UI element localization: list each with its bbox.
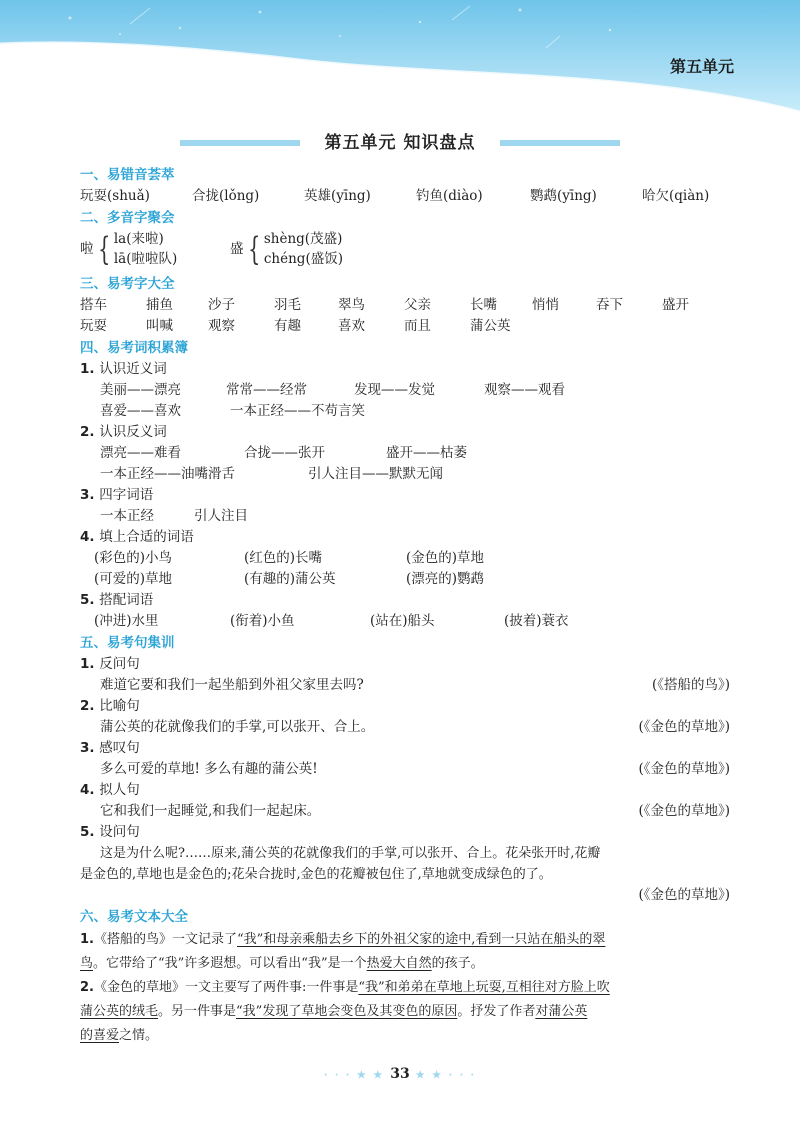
collocation-row: (冲进)水里 (衔着)小鱼 (站在)船头 (披着)蓑衣 (94, 613, 569, 629)
antonym-row-2: 一本正经——油嘴滑舌 引人注目——默默无闻 (100, 466, 443, 482)
word-item: 捕鱼 (146, 297, 173, 313)
word-item: 蒲公英 (470, 318, 511, 334)
synonym-row-2: 喜爱——喜欢 一本正经——不苟言笑 (100, 403, 365, 419)
sentence-row: 它和我们一起睡觉,和我们一起起床。 (《金色的草地》) (80, 801, 730, 822)
word-item: 而且 (404, 318, 431, 334)
sentence-heading: 4. 拟人句 (80, 782, 140, 798)
pinyin-item: 合拢(lǒng) (192, 188, 260, 204)
word-item: 观察 (208, 318, 235, 334)
sentence-row: 多么可爱的草地! 多么有趣的蒲公英! (《金色的草地》) (80, 759, 730, 780)
word-item: 盛开 (662, 297, 689, 313)
word-item: 羽毛 (274, 297, 301, 313)
title-bar-right (500, 140, 620, 146)
sentence-row: 是金色的,草地也是金色的;花朵合拢时,金色的花瓣被包住了,草地就变成绿色的了。 (80, 867, 552, 882)
star-decoration-icon: ★ ★ · · · (415, 1070, 477, 1081)
text-summary-2: 2.《金色的草地》一文主要写了两件事:一件事是“我”和弟弟在草地上玩耍,互相往对方脸上吹 蒲公英的绒毛。另一件事是“我”发现了草地会变色及其变色的原因。抒发了作者对蒲公英 的喜爱之情。 (80, 980, 610, 1043)
text-summary-1: 1.《搭船的鸟》一文记录了“我”和母亲乘船去乡下的外祖父家的途中,看到一只站在船头的翠 鸟。它带给了“我”许多遐想。可以看出“我”是一个热爱大自然的孩子。 (80, 932, 606, 971)
word-item: 有趣 (274, 318, 301, 334)
polyphone-sheng: 盛 { shèng(茂盛) chéng(盛饭) (230, 230, 343, 268)
word-row-2 (80, 316, 730, 337)
section-title-2: 二、多音字聚会 (80, 210, 175, 226)
sentence-row: 蒲公英的花就像我们的手掌,可以张开、合上。 (《金色的草地》) (80, 717, 730, 738)
page-title-wrap (180, 128, 620, 156)
fill-word-row-1: (彩色的)小鸟 (红色的)长嘴 (金色的)草地 (94, 550, 485, 566)
sentence-heading: 3. 感叹句 (80, 740, 140, 756)
subsection-heading: 4. 填上合适的词语 (80, 529, 194, 545)
source-citation: (《金色的草地》) (638, 719, 730, 735)
source-citation: (《金色的草地》) (638, 803, 730, 819)
word-item: 搭车 (80, 297, 107, 313)
content (80, 164, 730, 1048)
source-citation: (《搭船的鸟》) (651, 677, 730, 693)
section-title-6: 六、易考文本大全 (80, 909, 188, 925)
sentence-heading: 2. 比喻句 (80, 698, 140, 714)
word-item: 父亲 (404, 297, 431, 313)
section-title-5: 五、易考句集训 (80, 635, 175, 651)
brace-icon: { (247, 230, 260, 268)
subsection-heading: 5. 搭配词语 (80, 592, 154, 608)
sentence-row (80, 885, 730, 906)
pinyin-item: 钓鱼(diào) (416, 188, 483, 204)
word-item: 长嘴 (470, 297, 497, 313)
unit-label: 第五单元 (669, 57, 734, 76)
pinyin-item: 鹦鹉(yīng) (530, 188, 597, 204)
star-decoration-icon: · · · ★ ★ (323, 1070, 385, 1081)
subsection-heading: 1. 认识近义词 (80, 361, 167, 377)
page-footer (0, 1066, 800, 1082)
synonym-row-1: 美丽——漂亮 常常——经常 发现——发觉 观察——观看 (100, 382, 565, 398)
pinyin-item: 玩耍(shuǎ) (80, 188, 150, 204)
fill-word-row-2: (可爱的)草地 (有趣的)蒲公英 (漂亮的)鹦鹉 (94, 571, 485, 587)
sentence-heading: 5. 设问句 (80, 824, 140, 840)
source-citation: (《金色的草地》) (638, 761, 730, 777)
word-item: 吞下 (596, 297, 623, 313)
sentence-heading: 1. 反问句 (80, 656, 140, 672)
pinyin-item: 哈欠(qiàn) (642, 188, 710, 204)
word-item: 叫喊 (146, 318, 173, 334)
word-row-1 (80, 295, 730, 316)
subsection-heading: 3. 四字词语 (80, 487, 154, 503)
word-item: 喜欢 (338, 318, 365, 334)
sentence-row: 这是为什么呢?……原来,蒲公英的花就像我们的手掌,可以张开、合上。花朵张开时,花瓣 (100, 846, 601, 861)
word-item: 翠鸟 (338, 297, 365, 313)
pinyin-item: 英雄(yīng) (304, 188, 371, 204)
word-item: 玩耍 (80, 318, 107, 334)
word-item: 悄悄 (532, 297, 559, 313)
section-title-3: 三、易考字大全 (80, 276, 175, 292)
word-item: 沙子 (208, 297, 235, 313)
section-title-4: 四、易考词积累簿 (80, 340, 188, 356)
section-title-1: 一、易错音荟萃 (80, 167, 175, 183)
subsection-heading: 2. 认识反义词 (80, 424, 167, 440)
polyphone-group (80, 229, 730, 273)
idiom-row: 一本正经 引人注目 (100, 508, 248, 524)
page-title: 第五单元 知识盘点 (324, 133, 476, 153)
sentence-row: 难道它要和我们一起坐船到外祖父家里去吗? (《搭船的鸟》) (80, 675, 730, 696)
pinyin-row (80, 186, 730, 207)
polyphone-la: 啦 { la(来啦) lā(啦啦队) (80, 230, 178, 268)
source-citation: (《金色的草地》) (638, 887, 730, 903)
brace-icon: { (97, 230, 110, 268)
page-number: 33 (390, 1066, 410, 1082)
antonym-row-1: 漂亮——难看 合拢——张开 盛开——枯萎 (100, 445, 467, 461)
